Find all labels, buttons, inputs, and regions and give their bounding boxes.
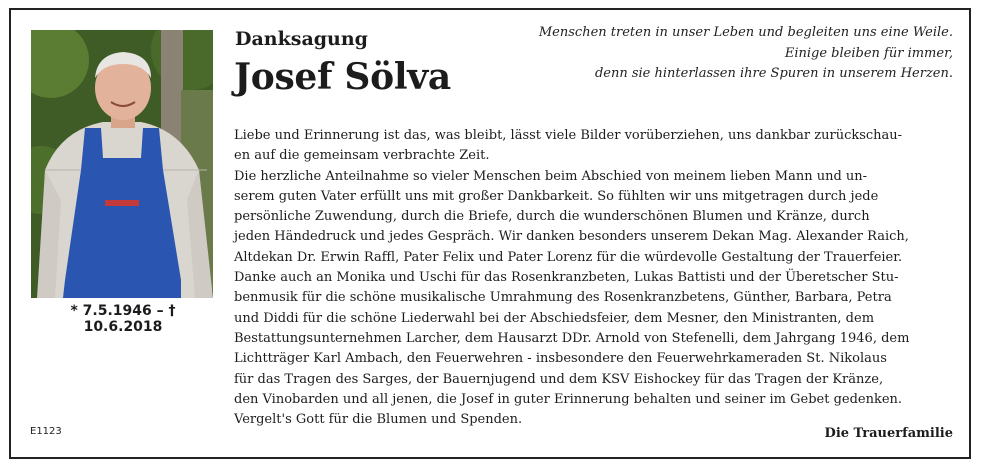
text-line: Danke auch an Monika und Uschi für das Rosenkranzbeten, Lukas Battisti und der Überetscher Stu-: [234, 270, 899, 286]
text-line: für das Tragen des Sarges, der Bauernjugend und dem KSV Eishockey für das Tragen der Kränze,: [234, 371, 884, 387]
text-line: benmusik für die schöne musikalische Umrahmung des Rosenkranzbetens, Günther, Barbara, Petra: [234, 290, 892, 306]
signature: Die Trauerfamilie: [824, 426, 953, 441]
quote-line: denn sie hinterlassen ihre Spuren in unserem Herzen.: [594, 66, 953, 81]
text-line: Die herzliche Anteilnahme so vieler Menschen beim Abschied von meinem lieben Mann und un-: [234, 168, 868, 184]
text-line: den Vinobarden und all jenen, die Josef in guter Erinnerung behalten und seiner im Gebet gedenken.: [234, 391, 903, 407]
text-line: Bestattungsunternehmen Larcher, dem Hausarzt DDr. Arnold von Stefenelli, dem Jahrgang 1946, dem: [234, 330, 910, 346]
text-line: jeden Händedruck und jedes Gespräch. Wir danken besonders unserem Dekan Mag. Alexander Raich,: [234, 229, 909, 245]
text-line: Liebe und Erinnerung ist das, was bleibt, lässt viele Bilder vorüberziehen, uns dankbar zurückschau-: [234, 128, 903, 143]
portrait-photo: [31, 30, 213, 298]
text-line: serem guten Vater erfüllt uns mit großer Dankbarkeit. So fühlten wir uns mitgetragen durch jede: [234, 188, 879, 204]
text-line: Vergelt's Gott für die Blumen und Spenden.: [234, 412, 523, 428]
text-line: persönliche Zuwendung, durch die Briefe, durch die wunderschönen Blumen und Kränze, durch: [234, 209, 870, 225]
quote-line: Menschen treten in unser Leben und begleiten uns eine Weile.: [538, 25, 953, 40]
deceased-name: Josef Sölva: [234, 56, 451, 98]
quote-block: [493, 23, 953, 85]
text-line: Altdekan Dr. Erwin Raffl, Pater Felix und Pater Lorenz für die würdevolle Gestaltung der Trauerfeier.: [234, 249, 903, 265]
notice-heading: Danksagung: [235, 28, 368, 50]
quote-line: Einige bleiben für immer,: [784, 45, 953, 61]
life-dates: * 7.5.1946 – † 10.6.2018: [70, 303, 176, 335]
text-line: Lichtträger Karl Ambach, den Feuerwehren - insbesondere den Feuerwehrkameraden St. Nikolaus: [234, 351, 887, 367]
text-line: und Diddi für die schöne Liederwahl bei der Abschiedsfeier, dem Mesner, den Ministranten, dem: [234, 310, 875, 326]
text-line: en auf die gemeinsam verbrachte Zeit.: [234, 148, 490, 164]
thanks-text: [234, 126, 958, 430]
notice-code: E1123: [30, 426, 62, 437]
